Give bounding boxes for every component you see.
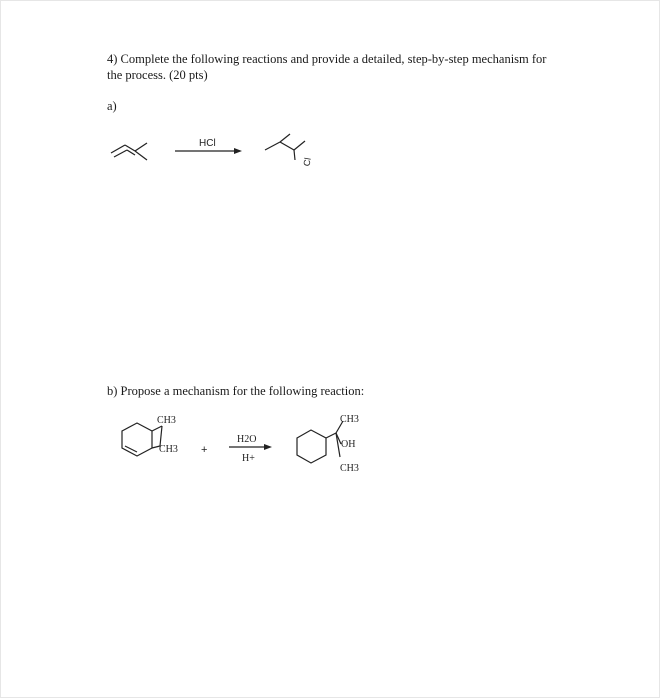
product-ch3-bottom: CH3 [340, 463, 359, 474]
cyclohexane-reactant-structure [122, 423, 162, 456]
alkene-reactant-structure [111, 143, 147, 160]
part-b-label: b) Propose a mechanism for the following reaction: [107, 384, 365, 398]
reaction-arrow-b [229, 434, 272, 464]
reaction-arrow-a [175, 138, 242, 154]
question-line-1: 4) Complete the following reactions and provide a detailed, step-by-step mechanism for [107, 52, 547, 66]
question-line-2: the process. (20 pts) [107, 68, 208, 82]
alcohol-product-structure [297, 421, 343, 463]
product-ch3-top: CH3 [340, 414, 359, 425]
reagent-hcl: HCl [199, 138, 216, 149]
reagent-water: H2O [237, 434, 257, 445]
part-a-label: a) [107, 99, 117, 113]
product-cl-label: Cl [301, 156, 313, 167]
plus-sign: + [201, 444, 208, 456]
product-oh: OH [341, 439, 356, 450]
reactant-ch3-top: CH3 [157, 415, 176, 426]
reactant-ch3-bottom: CH3 [159, 444, 178, 455]
reagent-acid: H+ [242, 453, 255, 464]
alkyl-chloride-product-structure [265, 134, 305, 160]
